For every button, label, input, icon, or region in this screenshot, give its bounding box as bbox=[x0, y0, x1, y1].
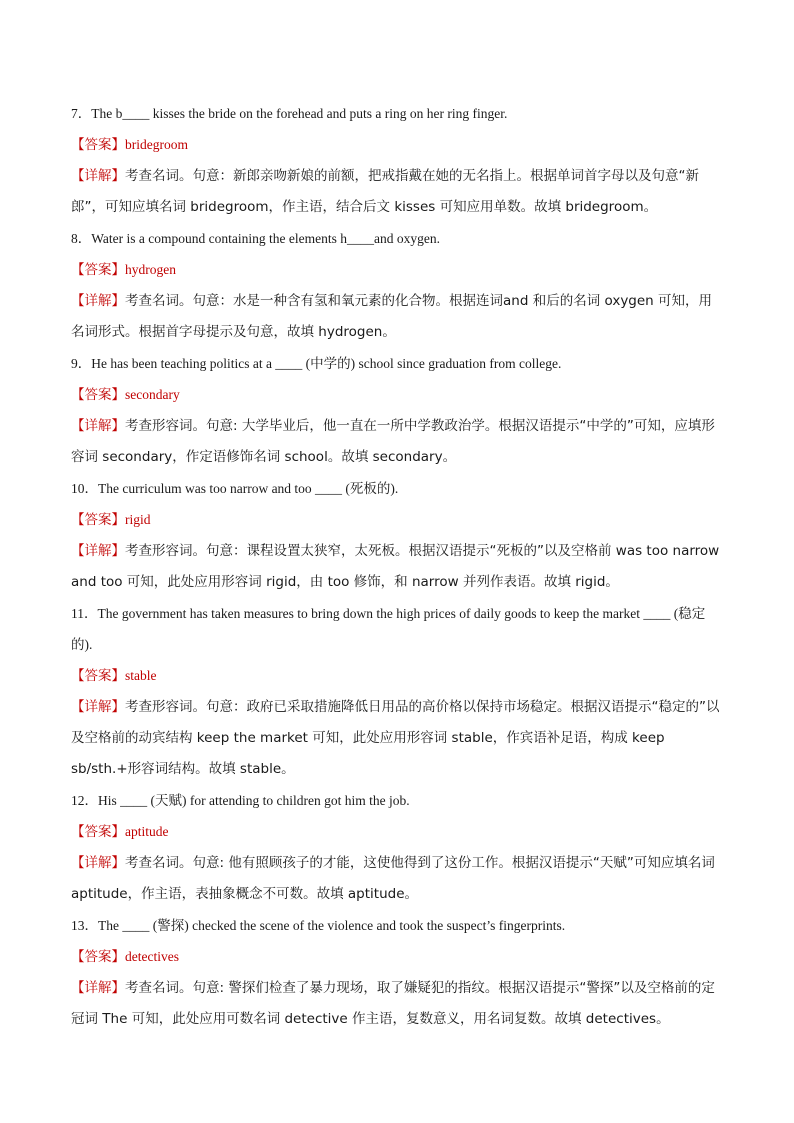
question-item-13 bbox=[71, 910, 723, 1035]
answer-text: hydrogen bbox=[125, 262, 176, 277]
question-text: 7．The b____ kisses the bride on the forehead and puts a ring on her ring finger. bbox=[71, 106, 508, 121]
detail-line bbox=[71, 411, 723, 473]
question-item-9 bbox=[71, 348, 723, 473]
question-text: 8．Water is a compound containing the elements h____and oxygen. bbox=[71, 231, 440, 246]
detail-text: 考查形容词。句意：政府已采取措施降低日用品的高价格以保持市场稳定。根据汉语提示“稳定的”以及空格前的动宾结构 keep the market 可知，此处应用形容词 stable，作宾语补足语，构成 keep sb/sth.+形容词结构。故填 stable。 bbox=[71, 699, 720, 777]
detail-line bbox=[71, 161, 723, 223]
question-item-11 bbox=[71, 598, 723, 785]
question-text: 10．The curriculum was too narrow and too ____ (死板的). bbox=[71, 481, 399, 496]
detail-line bbox=[71, 536, 723, 598]
answer-text: rigid bbox=[125, 512, 151, 527]
question-text: 9．He has been teaching politics at a ____ (中学的) school since graduation from college. bbox=[71, 356, 562, 371]
document-page bbox=[71, 98, 723, 1035]
answer-line bbox=[71, 379, 723, 411]
answer-tag: 【答案】 bbox=[71, 668, 125, 684]
detail-tag: 【详解】 bbox=[71, 418, 125, 434]
detail-line bbox=[71, 973, 723, 1035]
detail-tag: 【详解】 bbox=[71, 699, 125, 715]
answer-tag: 【答案】 bbox=[71, 137, 125, 153]
question-item-12 bbox=[71, 785, 723, 910]
answer-line bbox=[71, 816, 723, 848]
answer-line bbox=[71, 254, 723, 286]
detail-tag: 【详解】 bbox=[71, 543, 125, 559]
detail-text: 考查形容词。句意: 大学毕业后，他一直在一所中学教政治学。根据汉语提示“中学的”可知，应填形容词 secondary，作定语修饰名词 school。故填 secondary。 bbox=[71, 418, 715, 465]
answer-text: bridegroom bbox=[125, 137, 188, 152]
answer-line bbox=[71, 941, 723, 973]
detail-tag: 【详解】 bbox=[71, 855, 125, 871]
question-item-10 bbox=[71, 473, 723, 598]
detail-text: 考查名词。句意: 警探们检查了暴力现场，取了嫌疑犯的指纹。根据汉语提示“警探”以及空格前的定冠词 The 可知，此处应用可数名词 detective 作主语，复数意义，用名词复数。故填 detectives。 bbox=[71, 980, 715, 1027]
detail-line bbox=[71, 848, 723, 910]
answer-text: aptitude bbox=[125, 824, 169, 839]
answer-text: stable bbox=[125, 668, 157, 683]
question-text: 13．The ____ (警探) checked the scene of the violence and took the suspect’s fingerprints. bbox=[71, 918, 566, 933]
answer-tag: 【答案】 bbox=[71, 949, 125, 965]
answer-tag: 【答案】 bbox=[71, 387, 125, 403]
question-text: 11．The government has taken measures to bring down the high prices of daily goods to keep the market ____ (稳定的). bbox=[71, 606, 706, 652]
answer-line bbox=[71, 129, 723, 161]
answer-line bbox=[71, 504, 723, 536]
detail-line bbox=[71, 286, 723, 348]
question-item-7 bbox=[71, 98, 723, 223]
detail-text: 考查名词。句意: 他有照顾孩子的才能，这使他得到了这份工作。根据汉语提示“天赋”可知应填名词 aptitude，作主语，表抽象概念不可数。故填 aptitude。 bbox=[71, 855, 715, 902]
question-text: 12．His ____ (天赋) for attending to children got him the job. bbox=[71, 793, 410, 808]
answer-tag: 【答案】 bbox=[71, 824, 125, 840]
answer-text: detectives bbox=[125, 949, 179, 964]
answer-line bbox=[71, 660, 723, 692]
detail-tag: 【详解】 bbox=[71, 293, 125, 309]
question-item-8 bbox=[71, 223, 723, 348]
detail-text: 考查名词。句意：水是一种含有氢和氧元素的化合物。根据连词and 和后的名词 oxygen 可知，用名词形式。根据首字母提示及句意，故填 hydrogen。 bbox=[71, 293, 713, 340]
detail-tag: 【详解】 bbox=[71, 168, 125, 184]
answer-tag: 【答案】 bbox=[71, 262, 125, 278]
detail-text: 考查名词。句意：新郎亲吻新娘的前额，把戒指戴在她的无名指上。根据单词首字母以及句意“新郎”，可知应填名词 bridegroom，作主语，结合后文 kisses 可知应用单数。故填 bridegroom。 bbox=[71, 168, 699, 215]
detail-text: 考查形容词。句意：课程设置太狭窄，太死板。根据汉语提示“死板的”以及空格前 was too narrow and too 可知，此处应用形容词 rigid，由 too 修饰，和 narrow 并列作表语。故填 rigid。 bbox=[71, 543, 720, 590]
answer-tag: 【答案】 bbox=[71, 512, 125, 528]
detail-line bbox=[71, 692, 723, 785]
detail-tag: 【详解】 bbox=[71, 980, 125, 996]
answer-text: secondary bbox=[125, 387, 180, 402]
